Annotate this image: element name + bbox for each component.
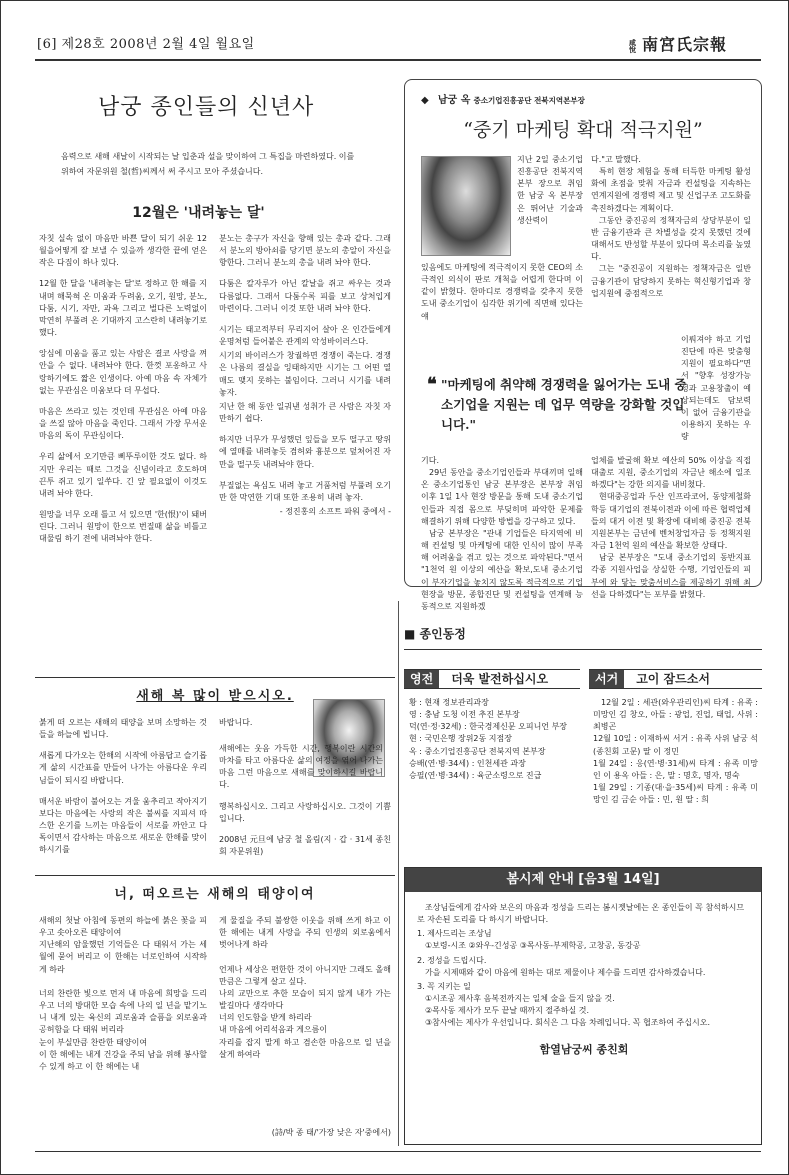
- paragraph: 12월 한 달을 '내려놓는 달'로 정하고 한 해를 지내며 해묵혀 온 미움과 두려움, 오기, 원망, 분노, 다툼, 시기, 자만, 과욕 그리고 벌다른 노력없이 막연히 부풀려 온 기대까지 고스란히 내려놓기로 했다.: [39, 279, 207, 338]
- article-credit: - 정진홍의 소프트 파워 중에서 -: [279, 506, 391, 516]
- paragraph: 그는 "중진공이 지원하는 정책자금은 일반 금융기관이 담당하지 못하는 혁신형기업과 창업지원에 중점적으로: [591, 264, 751, 298]
- poem-col-b: 게 물질을 주되 불쌍한 이웃을 위해 쓰게 하고 이 한 해에는 내게 사랑을 주되 인생의 외로움에서 벗어나게 하라 언제나 세상은 편한한 것이 아니지만 그래도 올해만큼은 그렇게 살고 싶다. 나의 교만으로 추한 모습이 되지 않게 내가 가는 발길마다 생각마다 너의 인도함을 받게 하리라 내 마음에 어리석음과 게으름이 자리를 잡지 말게 하고 겸손한 마음으로 일 년을 살게 하여라: [219, 916, 391, 1059]
- interview-col1-bottom: [421, 455, 583, 613]
- notice-line: ③참사에는 제사가 우선입니다. 회식은 그 다음 차례입니다. 꼭 협조하여 주십시오.: [425, 1018, 710, 1028]
- interviewee-photo: [421, 156, 511, 256]
- divider: [35, 875, 395, 876]
- interviewee-org: 중소기업진흥공단 전북지역본부장: [473, 96, 585, 105]
- tab-title: 더욱 발전하십시오: [451, 672, 549, 686]
- paragraph: 부질없는 욕심도 내려 놓고 거품처럼 부풀려 오기만 한 막연한 기대 또한 조용히 내려 놓자.: [219, 480, 391, 502]
- interview-col2-top: [591, 154, 751, 300]
- notice-line: ①보령-시조 ②와우-긴성공 ③목사동-부제학공, 고창공, 동강공: [425, 941, 641, 951]
- paragraph: 시기의 바이러스가 창궐하면 경쟁이 죽는다. 경쟁은 나름의 결실을 잉태하지만 시기는 그 어떤 열매도 맺지 못하는 불임이다. 그러니 시기를 내려 놓자.: [219, 351, 391, 397]
- section2-col-b-top: 바랍니다.: [219, 718, 253, 727]
- paragraph: 기다.: [421, 456, 439, 465]
- notice-body: [405, 892, 761, 1058]
- column-rule: [398, 601, 399, 1146]
- pull-quote: "마케팅에 취약해 경쟁력을 잃어가는 도내 중소기업을 지원는 데 업무 역량을 강화할 것입니다.": [441, 377, 687, 432]
- notice-line: ②목사동 제사가 모두 끝날 때까지 절주하실 것.: [425, 1006, 590, 1016]
- paragraph: 분노는 총구가 자신을 향해 있는 총과 같다. 그래서 분노의 방아쇠를 당기면 분노의 총알이 자신을 향한다. 그러니 분노의 총을 내려 놔야 한다.: [219, 234, 391, 268]
- tab-label: 영전: [404, 670, 439, 688]
- header-rule: [35, 59, 761, 61]
- paragraph: 시기는 태고적부터 무리지어 살아 온 인간들에게 운명처럼 들어붙은 관계의 악성바이러스다.: [219, 324, 391, 347]
- notice-line: 가을 시제때와 같이 마음에 원하는 대로 제물이나 제수를 드리면 감사하겠습니다.: [425, 967, 706, 977]
- paragraph: 지난 한 해 동안 일궈낸 성취가 큰 사람은 자칫 자만하기 쉽다.: [219, 401, 391, 424]
- notice-line: 조상님들에게 감사와 보은의 마음과 정성을 드리는 봄시젯날에는 온 종인들이 꼭 참석하시므로 자손된 도리를 다 하시기 바랍니다.: [417, 903, 745, 925]
- notice-line: 1. 제사드리는 조상님: [417, 929, 492, 939]
- paragraph: 매서운 바람이 불어오는 겨울 움추리고 작아지기보다는 마음에는 사랑의 작은 불씨를 지피셔 따스한 온기를 느끼는 마음들이 서로를 까안고 다독이면서 감사하는 마음으로 새로운 한해를 맞이 하시기를: [39, 796, 207, 855]
- tab-obituary: [589, 669, 762, 689]
- promotion-list: 황 : 현재 정보관리과장 영 : 충남 도청 이전 추진 본부장 덕(연·정·32세) : 한국경제신문 오피니언 부장 현 : 국민은행 장위2동 지점장 옥 : 중소기업진흥공단 전북지역 본부장 승배(연·병·34세) : 인천세관 과장 승필(연·병·34세) : 육군소령으로 진급: [409, 698, 568, 780]
- tab-label: 서거: [589, 670, 624, 688]
- tab-promotion: [404, 669, 580, 689]
- divider: [404, 649, 762, 650]
- paragraph: 그동안 중진공의 정책자금의 상당부분이 일반 금융기관과 큰 차별성을 갖지 못했던 것에 대해서도 반성할 부분이 있다며 목소리를 높였다.: [591, 215, 751, 262]
- page-number-date: [6] 제28호 2008년 2월 4일 월요일: [37, 37, 255, 52]
- section-title: 남궁 종인들의 신년사: [98, 95, 315, 120]
- paragraph: 마음은 쓰라고 있는 것인데 무관심은 아예 마음을 쓰질 않아 마음을 죽인다. 그래서 가장 무서운 마음의 독이 무관심이다.: [39, 406, 207, 441]
- paragraph: 29년 동안을 중소기업인들과 부대끼며 일해온 중소기업통인 남궁 본부장은 본부장 취임 이후 1일 1사 현장 방문을 통해 도내 중소기업인들과 직접 몸으로 부딪히며 파악한 문제를 해결하기 위해 다양한 방법을 강구하고 있다.: [421, 468, 583, 526]
- interview-col1-top: 지난 2일 중소기업진흥공단 전북지역 본부 장으로 취임한 남궁 옥 본부장은 뛰어난 기술과 생산력이: [517, 155, 583, 225]
- interview-byline: [421, 93, 585, 108]
- paragraph: 하지만 너무가 무성했던 잎들을 모두 떨구고 땅위에 열매를 내려놓듯 겸허와 흉분으로 덮쳐어진 자만을 떨구듯 내려놔야 한다.: [219, 435, 391, 469]
- interview-col2-bottom: [591, 455, 751, 601]
- paragraph: 원망을 너무 오래 틀고 서 있으면 '한(恨)'이 돼버린다. 그러니 원망이 한으로 번질때 삶을 비틀고 대물림 하기 전에 내려놔야 한다.: [39, 509, 207, 544]
- interview-col2-narrow: 이뤄져야 하고 기업진단에 따른 맞춤형 지원이 필요하다"면서 "향후 성장가능성과 고용창출이 예상되는데도 담보력이 없어 금융기관을 이용하지 못하는 우량: [681, 335, 751, 442]
- section2-title: 새해 복 많이 받으시오.: [136, 689, 294, 704]
- paragraph: 우리 삶에서 오기만큼 삐뚜루이한 것도 없다. 하지만 우리는 때로 그것을 신념이라고 호도하며 끈투 쥐고 있기 일쑤다. 긴 앞 필요없이 이것도 내려 놔야 한다.: [39, 452, 207, 498]
- section2-col-b: [219, 743, 391, 867]
- notice-signature: 함열남궁씨 종친회: [539, 1042, 629, 1056]
- paragraph: 남궁 본부장은 "도내 중소기업의 동반지표 각종 지원사업을 상실한 수행, 기업인들의 피부에 와 닿는 맞춤서비스를 제공하기 위해 최선을 다하겠다"는 포부를 밝혔다.: [591, 553, 751, 599]
- paragraph: 다."고 말했다.: [591, 155, 641, 164]
- notice-line: ①시조공 제사후 음복전까지는 일체 술을 들지 않을 것.: [425, 994, 615, 1004]
- paragraph: 자칫 실속 없이 마음만 바쁜 달이 되기 쉬운 12월을어떻게 잘 보낼 수 있을까 생각한 끝에 얻은 작은 다짐이 하나 있다.: [39, 234, 207, 268]
- section-intro: 음력으로 새해 새날이 시작되는 날 입춘과 설을 맞이하여 그 특집을 마련하였다. 이를 위하여 자문위원 철(哲)씨께서 써 주시고 모아 주셨습니다.: [61, 152, 355, 177]
- notice-line: 3. 꼭 지키는 일: [417, 981, 471, 991]
- article-column-b: [219, 233, 391, 518]
- bullet-icon: ◆: [421, 95, 429, 106]
- paragraph: 업체를 발굴해 확보 예산의 50% 이상을 직접대출로 지원, 중소기업의 자금난 해소에 일조하겠다"는 강한 의지를 내비쳤다.: [591, 456, 751, 490]
- masthead: [629, 33, 727, 57]
- poem-title: 너, 떠오르는 새해의 태양이여: [114, 887, 316, 902]
- paragraph: 특히 현장 체험을 통해 터득한 마케팅 활성화에 초점을 맞춰 자금과 컨설팅을 지속하는 연계지원에 경쟁력 제고 및 신업구조 고도화를 촉진하겠다는 계획이다.: [591, 167, 751, 213]
- paragraph: 앙심에 미움을 품고 있는 사람은 결코 사랑을 껴안을 수 없다. 내려놔야 한다. 한껏 포옹하고 사랑하기에도 짧은 인생이다. 아예 마음 속 자체가 없는 무관심은 미움보다 더 무섭다.: [39, 349, 207, 395]
- interviewee-name: 남궁 옥: [437, 95, 471, 106]
- paragraph: 현대중공업과 두산 인프라코어, 동양제철화학등 대기업의 전북이전과 이에 따른 협력업체들의 대거 이전 및 확장에 대비해 중진공 전북지원본부는 금년에 벤처창업자금 등 정책지원자금 1천억 원의 예산을 확보한 상태다.: [591, 492, 751, 551]
- paragraph: 행복하십시오. 그리고 사랑하십시오. 그것이 기쁨입니다.: [219, 801, 391, 823]
- news-section-title: ■ 종인동정: [404, 627, 466, 641]
- masthead-small: 咸悅: [629, 37, 637, 54]
- paragraph: 남궁 본부장은 "관내 기업들은 타지역에 비해 컨설팅 및 마케팅에 대한 인식이 많이 부족해 어려움을 겪고 있는 것으로 파악된다."면서 "1천억 원 이상의 예산을 확보,도내 중소기업이 부자기업을 놓치지 않도록 적극적으로 기업현장을 방문, 종합진단 및 컨설팅을 연계해 능동적으로 지원하겠: [421, 528, 583, 611]
- poem-credit: (詩/박 종 태/'가장 낮은 자'중에서): [271, 1128, 391, 1137]
- signature-line: 2008년 元旦에 남궁 철 올림(지 · 갑 · 31세 종친회 자문위원): [219, 834, 391, 857]
- section2-col-a: [39, 717, 207, 866]
- notice-title: 봄시제 안내 [음3월 14일]: [405, 868, 761, 892]
- article-column-a: [39, 233, 207, 554]
- quote-mark: ❝: [427, 374, 437, 395]
- notice-box: [404, 867, 762, 1145]
- footer-rule: [35, 1151, 761, 1152]
- article-subtitle: 12월은 '내려놓는 달': [132, 205, 265, 221]
- paragraph: 다툼은 칼자루가 아닌 칼날을 쥐고 싸우는 것과 다름없다. 그래서 다툼수록 피를 보고 상처입게 마련이다. 그러니 이것 또한 내려 놔야 한다.: [219, 279, 391, 313]
- obituary-list: 12월 2일 : 세관(와우관리인)씨 타계 : 유족 : 미망인 김 창오, 아들 : 광업, 진업, 태업, 사위 : 최병곤 12월 10일 : 이재하씨 서거 : 유족 사위 남궁 석(종친회 고문) 딸 이 정민 1월 24일 : 응(연·병·31세)씨 타계 : 유족 미망인 이 용옥 아들 : 은, 말 : 명호, 명자, 명숙 1월 29일 : 기종(대·을·35세)씨 타계 : 유족 미망인 김 금순 아들 : 민, 원 딸 : 희: [593, 698, 758, 805]
- interview-title: “중기 마케팅 확대 적극지원”: [463, 119, 703, 141]
- paragraph: 새해에는 웃음 가득한 시간, 행복이란 시간의 마차를 타고 아름다운 삶의 여정을 엮어 나가는 마음 그런 마음으로 새해를 맞이하시길 바랍니다.: [219, 744, 383, 790]
- interview-col1-mid: 있음에도 마케팅에 적극적이지 못한 CEO의 소극적인 의식이 판로 개척을 어렵게 한다며 이같이 밝혔다. 한마디로 경쟁력을 갖추지 못한 도내 중소기업이 심각한 위기에 직면해 있다는 얘: [421, 263, 583, 321]
- divider: [35, 677, 395, 678]
- masthead-title: 南宮氏宗報: [642, 35, 728, 54]
- poem-col-a: 새해의 첫날 아침에 동편의 하늘에 붉은 꽃을 피우고 솟아오른 태양이여 지난해의 암울했던 기억들은 다 태워서 가는 세월에 묻어 버리고 이 한해는 너로인하여 시작하게 하라 너의 찬란한 빛으로 먼저 내 마음에 희망을 드리우고 너의 방대한 모습 속에 나의 일 년을 맡기노니 내게 있는 육신의 괴로움과 슬픔을 외로움과 공허함을 다 태워 버리라 눈이 부실만큼 찬란한 태양이여 이 한 해에는 내게 건강을 주되 남을 위해 봉사할 수 있게 하고 이 한 해에는 내: [39, 916, 207, 1071]
- paragraph: 새롭게 다가오는 한해의 시작에 아름답고 슬기롭게 삶의 시간표를 만들어 나가는 아름다운 우리님들이 되시길 바랍니다.: [39, 751, 207, 785]
- tab-title: 고이 잠드소서: [636, 672, 710, 686]
- notice-line: 2. 정성을 드립시다.: [417, 955, 487, 965]
- paragraph: 붉게 떠 오르는 새해의 태양을 보며 소망하는 것들을 하늘에 빕니다.: [39, 718, 207, 740]
